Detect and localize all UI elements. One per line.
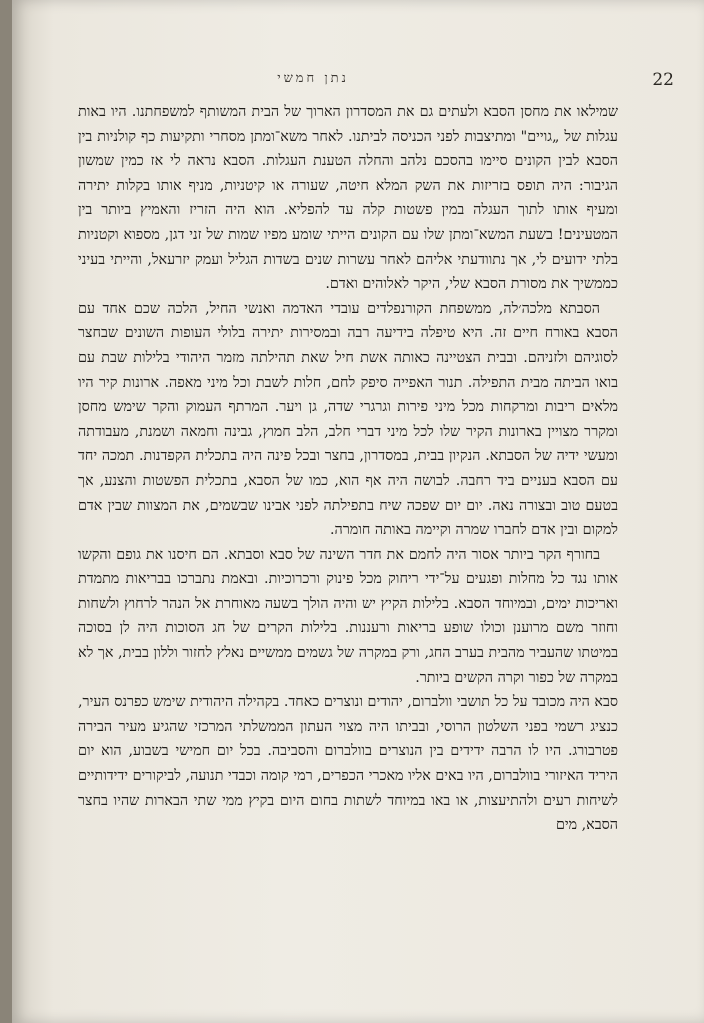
paragraph: שמילאו את מחסן הסבא ולעתים גם את המסדרון הארוך של הבית המשותף למשפחתנו. היו באות עגלות של „גויים" ומתיצבות לפני הכניסה לביתנו. לאחר משא־ומתן מסחרי ותקיעות כף קולניות בין הסבא לבין הקונים סיימו בהסכם נלהב והחלה הטענת העגלות. הסבא נראה לי אז כמין שמשון הגיבור: היה תופס בזריזות את השק המלא חיטה, שעורה או קיטניות, מניף אותו בקלות יתירה ומעיף אותו לתוך העגלה במין פשטות קלה עד להפליא. הוא היה הזריז והאמיץ ביותר בין המטעינים! בשעת המשא־ומתן שלו עם הקונים הייתי שומע מפיו שמות של זני דגן, מספוא וקטניות בלתי ידועים לי, אך נתוודעתי אליהם לאחר עשרות שנים בשדות הגליל ועמק יזרעאל, והייתי בעיני כממשיך את מסורת הסבא שלי, היקר לאלוהים ואדם. [78, 104, 618, 293]
paragraph: בחורף הקר ביותר אסור היה לחמם את חדר השינה של סבא וסבתא. הם חיסנו את גופם והקשו אותו נגד כל מחלות ופגעים על־ידי ריחוק מכל פינוק ורכרוכיות. ובאמת נתברכו בבריאות מתמדת ואריכות ימים, ובמיוחד הסבא. בלילות הקיץ יש והיה הולך בשעה מאוחרת אל הנהר לרחוץ ולשחות וחוזר משם מרוענן וכולו שופע בריאות ורעננות. בלילות הקרים של חג הסוכות היה לן בסוכה במיטתו שהעביר מהבית בערב החג, ורק במקרה של גשמים ממשיים נאלץ לחזור וללון בבית, אך לא במקרה של כפור וקרה הקשים ביותר. [78, 546, 618, 686]
page-number: 22 [652, 70, 674, 90]
book-page [12, 0, 704, 1023]
page-header [72, 70, 674, 94]
paragraph: סבא היה מכובד על כל תושבי וולברום, יהודים ונוצרים כאחד. בקהילה היהודית שימש כפרנס העיר, כנציג רשמי בפני השלטון הרוסי, ובביתו היה מצוי העתון הממשלתי המרכזי שהגיע מעיר הבירה פטרבורג. היו לו הרבה ידידים בין הנוצרים בוולברום והסביבה. בכל יום חמישי בשבוע, הוא יום היריד האיזורי בוולברום, היו באים אליו מאכרי הכפרים, רמי קומה וכבדי תנועה, לביקורים ידידותיים לשיחות רעים ולהתיעצות, או באו במיוחד לשתות בחום היום בקיץ ממי שתי הבארות שהיו בחצר הסבא, מים [78, 694, 618, 834]
paragraph: הסבתא מלכה׳לה, ממשפחת הקורנפלדים עובדי האדמה ואנשי החיל, הלכה שכם אחד עם הסבא באורח חיים זה. היא טיפלה בידיעה רבה ובמסירות יתירה בלולי העופות השונים שבחצר לסוגיהם ולזניהם. ובבית הצטיינה כאותה אשת חיל שאת תהילתה מזמר היהודי בלילות שבת עם בואו הביתה מבית התפילה. תנור האפייה סיפק לחם, חלות לשבת וכל מיני מאפה. ארונות קיר היו מלאים ריבות ומרקחות מכל מיני פירות וגרגרי שדה, גן ויער. המרתף העמוק והקר שימש מחסן ומקרר מצויין בארונות הקיר שלו לכל מיני דברי חלב, הלב חמוץ, גבינה וחמאה ושמנת, מעבודתה ומעשי ידיה של הסבתא. הנקיון בבית, במסדרון, בחצר ובכל פינה היה בתכלית הקפדנות. תמכה יחד עם הסבא בעניים ביד רחבה. לבושה היה אף הוא, כמו של הסבא, בתכלית הפשטות והצנע, אך בטעם טוב ובצורה נאה. יום יום שפכה שיח בתפילתה לפני אבינו שבשמים, את המצוות שבין אדם למקום ובין אדם לחברו שמרה וקיימה באותה חומרה. [78, 300, 618, 539]
running-head: נתן חמשי [277, 71, 349, 86]
body-text [78, 100, 618, 838]
